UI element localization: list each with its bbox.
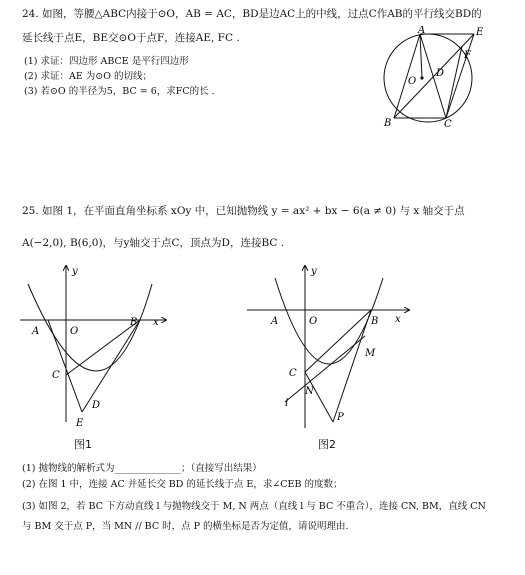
label-c: C [289, 368, 297, 379]
label-f: F [464, 50, 471, 61]
label-b: B [384, 118, 392, 129]
label-c: C [444, 119, 452, 130]
q25-line2: A(−2,0), B(6,0)，与y轴交于点C，顶点为D，连接BC . [22, 237, 285, 249]
q24-sub2: (2) 求证：AE 为⊙O 的切线； [24, 71, 153, 82]
q25-sub3a: (3) 如图 2，若 BC 下方动直线 l 与抛物线交于 M, N 两点（直线 l 与 BC 不重合），连接 CN, BM，直线 CN [22, 501, 486, 512]
line-bm [333, 310, 371, 422]
label-b: B [130, 317, 138, 328]
q24-sub1: (1) 求证：四边形 ABCE 是平行四边形 [24, 56, 189, 67]
label-o: O [70, 326, 79, 337]
q25-sub3b: 与 BM 交于点 P，当 MN // BC 时，点 P 的横坐标是否为定值，请说明理由. [22, 521, 349, 532]
label-p: P [337, 412, 344, 423]
axis-x-label: x [395, 314, 401, 325]
label-d: D [92, 400, 101, 411]
label-d: D [436, 68, 445, 79]
label-o: O [309, 316, 318, 327]
point-o [420, 76, 423, 79]
label-e: E [476, 27, 484, 38]
label-e: E [76, 418, 84, 429]
axis-y-label: y [311, 266, 317, 277]
label-b: B [371, 316, 379, 327]
label-a: A [32, 326, 40, 337]
q25-figure-2 [245, 262, 415, 434]
q25-sub1: (1) 抛物线的解析式为______________；（直接写出结果） [22, 463, 262, 474]
label-o: O [408, 76, 417, 87]
axis-x-label: x [153, 317, 159, 328]
q25-sub2: (2) 在图 1 中，连接 AC 并延长交 BD 的延长线于点 E，求∠CEB 的度数； [22, 479, 343, 490]
segment-ce [446, 34, 474, 118]
figure-1-caption: 图1 [74, 438, 92, 451]
line-cn [305, 372, 333, 422]
label-a: A [418, 26, 426, 36]
label-a: A [271, 316, 279, 327]
label-n: N [305, 386, 314, 397]
segment-be [82, 320, 140, 412]
axis-y-label: y [72, 266, 78, 277]
q24-line1: 24. 如图，等腰△ABC内接于⊙O，AB = AC，BD是边AC上的中线，过点C作AB的平行线交BD的 [22, 8, 482, 20]
label-l: l [285, 398, 289, 409]
figure-2-caption: 图2 [318, 438, 336, 451]
line-l [285, 336, 365, 402]
q25-figure-1 [18, 262, 188, 434]
q24-line2: 延长线于点E，BE交⊙O于点F，连接AE, FC . [22, 32, 240, 44]
q25-line1: 25. 如图 1，在平面直角坐标系 xOy 中，已知抛物线 y = ax² + bx − 6(a ≠ 0) 与 x 轴交于点 [22, 205, 465, 217]
q24-figure [378, 26, 488, 130]
label-c: C [52, 370, 60, 381]
q24-sub3: (3) 若⊙O 的半径为5，BC = 6，求FC的长 . [24, 86, 215, 97]
segment-fc [446, 46, 462, 118]
label-m: M [365, 348, 376, 359]
